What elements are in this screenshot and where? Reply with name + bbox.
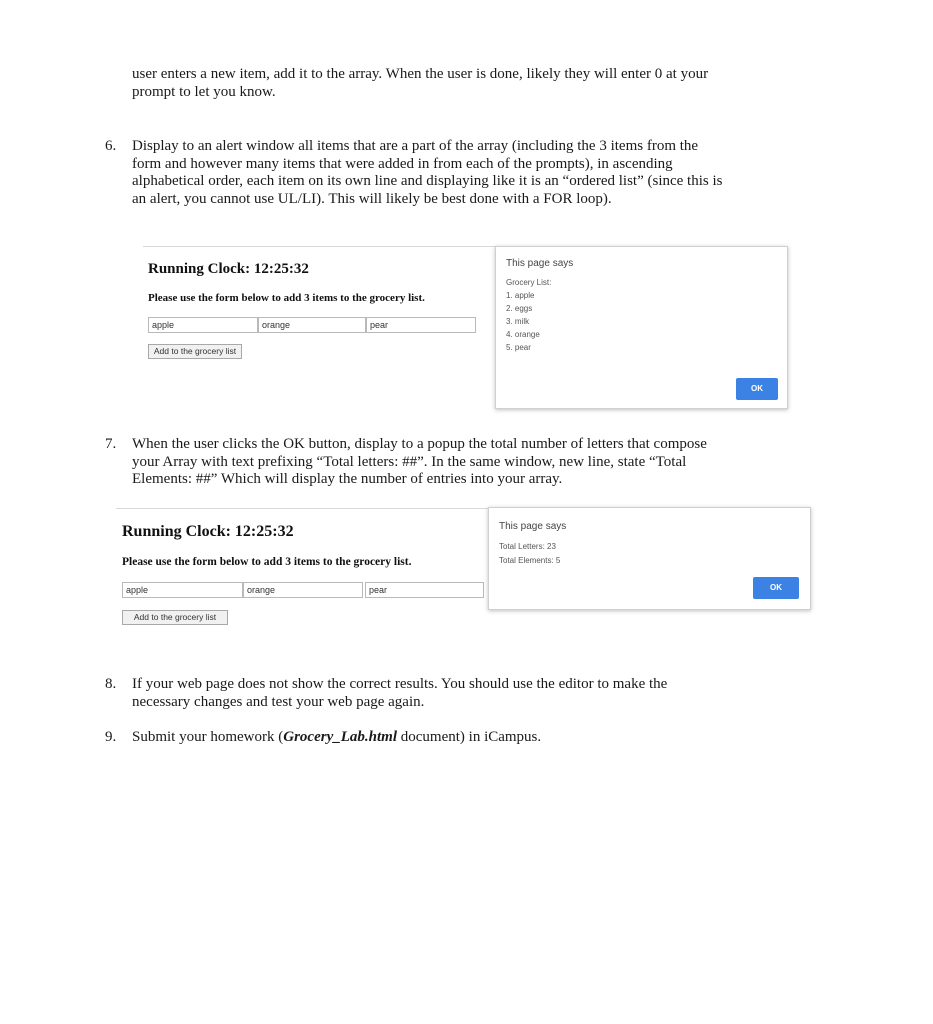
- step-7-number: 7.: [105, 436, 117, 452]
- alert-dialog-totals: [488, 507, 811, 610]
- intro-line-2: prompt to let you know.: [132, 83, 276, 100]
- homework-filename: Grocery_Lab.html: [283, 729, 397, 745]
- running-clock: Running Clock: 12:25:32: [148, 261, 309, 277]
- item-input-1[interactable]: apple: [122, 582, 243, 598]
- dialog-title: This page says: [499, 521, 567, 532]
- ok-button[interactable]: OK: [736, 378, 778, 400]
- item-input-3[interactable]: pear: [365, 582, 484, 598]
- intro-line-1: user enters a new item, add it to the array. When the user is done, likely they will enter 0 at your: [132, 66, 709, 82]
- step-6-line-3: alphabetical order, each item on its own line and displaying like it is an “ordered list” (since this is: [132, 173, 723, 189]
- figure-2-divider: [116, 508, 488, 509]
- alert-dialog-grocery-list: [495, 246, 788, 409]
- item-input-2[interactable]: orange: [243, 582, 363, 598]
- step-7-line-2: your Array with text prefixing “Total letters: ##”. In the same window, new line, state “Total: [132, 453, 687, 470]
- grocery-list-heading: Grocery List:: [506, 278, 552, 287]
- intro-paragraph: [132, 66, 708, 101]
- step-8-line-2: necessary changes and test your web page again.: [132, 693, 425, 710]
- running-clock: Running Clock: 12:25:32: [122, 523, 294, 540]
- grocery-item: 2. eggs: [506, 304, 533, 313]
- figure-2-screenshot: [116, 505, 816, 630]
- figure-1-divider: [143, 246, 495, 247]
- grocery-item: 3. milk: [506, 317, 530, 326]
- add-to-grocery-list-button[interactable]: Add to the grocery list: [122, 610, 228, 625]
- step-8-line-1: If your web page does not show the correct results. You should use the editor to make the: [132, 676, 668, 692]
- step-6-line-2: form and however many items that were added in from each of the prompts), in ascending: [132, 155, 673, 172]
- step-6-line-4: an alert, you cannot use UL/LI). This will likely be best done with a FOR loop).: [132, 190, 612, 207]
- item-input-2[interactable]: orange: [258, 317, 366, 333]
- total-letters-line: Total Letters: 23: [499, 542, 556, 551]
- dialog-title: This page says: [506, 258, 574, 269]
- step-7-line-3: Elements: ##” Which will display the number of entries into your array.: [132, 471, 563, 487]
- step-7-line-1: When the user clicks the OK button, display to a popup the total number of letters that compose: [132, 436, 707, 452]
- add-to-grocery-list-button[interactable]: Add to the grocery list: [148, 344, 242, 359]
- step-8-paragraph: [132, 676, 667, 711]
- step-6-number: 6.: [105, 138, 117, 154]
- step-9-paragraph: [132, 729, 541, 747]
- figure-1-screenshot: [143, 244, 793, 412]
- form-instructions: Please use the form below to add 3 items to the grocery list.: [148, 292, 425, 304]
- total-elements-line: Total Elements: 5: [499, 556, 561, 565]
- step-9-number: 9.: [105, 729, 117, 745]
- grocery-item: 1. apple: [506, 291, 535, 300]
- step-6-line-1: Display to an alert window all items that are a part of the array (including the 3 items from the: [132, 138, 699, 154]
- step-9-prefix: Submit your homework (: [132, 729, 284, 745]
- item-input-1[interactable]: apple: [148, 317, 258, 333]
- step-8-number: 8.: [105, 676, 117, 692]
- ok-button[interactable]: OK: [753, 577, 799, 599]
- step-6-paragraph: [132, 138, 723, 208]
- form-instructions: Please use the form below to add 3 items to the grocery list.: [122, 556, 412, 568]
- step-7-paragraph: [132, 436, 707, 489]
- grocery-item: 4. orange: [506, 330, 540, 339]
- step-9-suffix: document) in iCampus.: [397, 729, 542, 745]
- grocery-item: 5. pear: [506, 343, 531, 352]
- item-input-3[interactable]: pear: [366, 317, 476, 333]
